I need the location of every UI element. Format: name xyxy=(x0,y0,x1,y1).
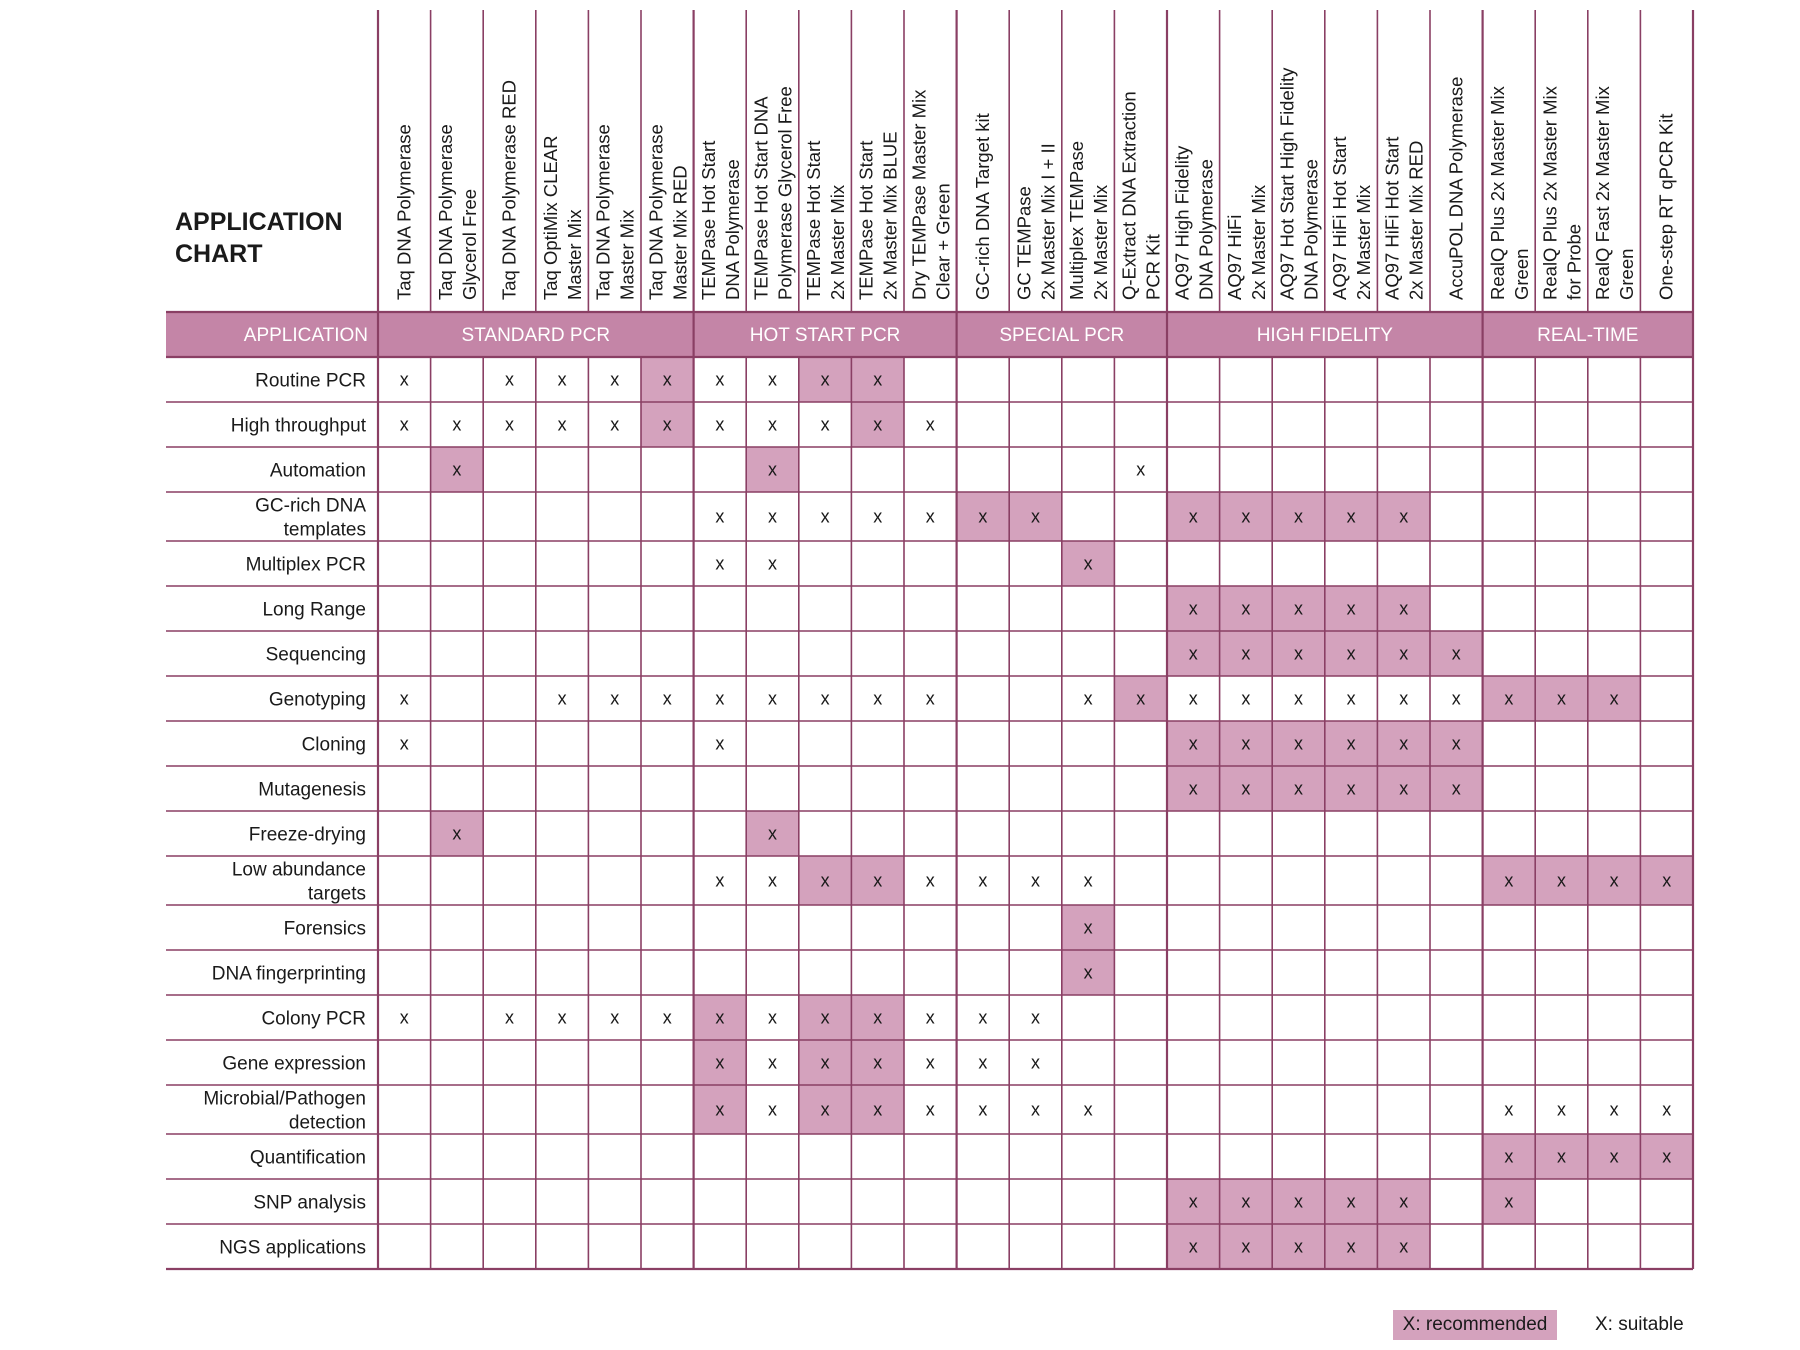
suitable-mark: x xyxy=(557,688,567,709)
suitable-mark: x xyxy=(1451,688,1461,709)
suitable-mark: x xyxy=(715,414,725,435)
recommended-mark: x xyxy=(1294,778,1303,799)
product-name: 2x Master Mix BLUE xyxy=(879,131,901,300)
product-name: AccuPOL DNA Polymerase xyxy=(1445,76,1467,300)
recommended-mark: x xyxy=(1188,778,1198,799)
recommended-mark: x xyxy=(1399,643,1409,664)
recommended-mark: x xyxy=(1504,1191,1514,1212)
suitable-mark: x xyxy=(1031,1099,1040,1120)
recommended-mark: x xyxy=(1031,506,1040,527)
application-label: targets xyxy=(307,883,366,905)
suitable-mark: x xyxy=(820,506,830,527)
recommended-mark: x xyxy=(1241,778,1251,799)
recommended-mark: x xyxy=(1294,733,1303,754)
recommended-mark: x xyxy=(820,1099,830,1120)
recommended-mark: x xyxy=(768,459,777,480)
recommended-mark: x xyxy=(1188,733,1198,754)
recommended-mark: x xyxy=(1188,506,1198,527)
suitable-mark: x xyxy=(505,414,514,435)
suitable-mark: x xyxy=(1188,688,1198,709)
suitable-mark: x xyxy=(820,414,830,435)
suitable-mark: x xyxy=(715,688,725,709)
product-name: GC TEMPase xyxy=(1013,186,1035,300)
application-label: Long Range xyxy=(262,599,366,621)
recommended-mark: x xyxy=(873,870,883,891)
product-name: Taq DNA Polymerase RED xyxy=(498,79,520,300)
recommended-mark: x xyxy=(1346,1236,1356,1257)
group-label: SPECIAL PCR xyxy=(999,325,1125,346)
suitable-mark: x xyxy=(715,506,725,527)
recommended-mark: x xyxy=(873,1007,883,1028)
recommended-mark: x xyxy=(1399,598,1409,619)
recommended-mark: x xyxy=(1504,870,1514,891)
recommended-mark: x xyxy=(1451,643,1461,664)
group-label: HOT START PCR xyxy=(749,325,901,346)
product-name: 2x Master Mix xyxy=(1353,184,1375,300)
suitable-mark: x xyxy=(399,414,409,435)
recommended-mark: x xyxy=(1346,643,1356,664)
suitable-mark: x xyxy=(1083,688,1093,709)
recommended-mark: x xyxy=(873,414,883,435)
recommended-mark: x xyxy=(1083,553,1093,574)
recommended-mark: x xyxy=(1294,1236,1303,1257)
application-label: SNP analysis xyxy=(253,1192,366,1214)
group-label: HIGH FIDELITY xyxy=(1256,325,1393,346)
suitable-mark: x xyxy=(610,369,620,390)
product-name: TEMPase Hot Start xyxy=(697,140,719,300)
suitable-mark: x xyxy=(1399,688,1409,709)
application-label: Multiplex PCR xyxy=(245,554,366,576)
suitable-mark: x xyxy=(452,414,462,435)
suitable-mark: x xyxy=(1083,870,1093,891)
product-name: GC-rich DNA Target kit xyxy=(971,113,993,300)
recommended-mark: x xyxy=(1346,598,1356,619)
suitable-mark: x xyxy=(768,1007,777,1028)
product-name: for Probe xyxy=(1563,223,1585,300)
suitable-mark: x xyxy=(610,688,620,709)
suitable-mark: x xyxy=(1609,1099,1619,1120)
suitable-mark: x xyxy=(715,553,725,574)
suitable-mark: x xyxy=(1031,870,1040,891)
suitable-mark: x xyxy=(925,1007,935,1028)
suitable-mark: x xyxy=(768,1052,777,1073)
product-name: 2x Master Mix xyxy=(827,184,849,300)
recommended-mark: x xyxy=(452,823,462,844)
product-name: Clear + Green xyxy=(932,183,954,300)
product-name: RealQ Plus 2x Master Mix xyxy=(1539,86,1561,300)
recommended-mark: x xyxy=(1346,1191,1356,1212)
recommended-mark: x xyxy=(1399,506,1409,527)
application-label: templates xyxy=(283,519,366,541)
legend-suitable: X: suitable xyxy=(1595,1314,1684,1335)
product-name: AQ97 Hot Start High Fidelity xyxy=(1276,67,1298,300)
recommended-mark: x xyxy=(1188,1191,1198,1212)
product-name: Dry TEMPase Master Mix xyxy=(908,89,930,300)
suitable-mark: x xyxy=(399,688,409,709)
product-name: 2x Master Mix xyxy=(1247,184,1269,300)
recommended-mark: x xyxy=(1346,733,1356,754)
product-name: Green xyxy=(1510,248,1532,300)
recommended-mark: x xyxy=(873,1099,883,1120)
suitable-mark: x xyxy=(925,870,935,891)
product-name: TEMPase Hot Start xyxy=(855,140,877,300)
product-name: Master Mix RED xyxy=(669,165,691,300)
recommended-mark: x xyxy=(715,1052,725,1073)
application-column-header: APPLICATION xyxy=(243,325,368,346)
suitable-mark: x xyxy=(925,1052,935,1073)
suitable-mark: x xyxy=(399,369,409,390)
suitable-mark: x xyxy=(925,1099,935,1120)
suitable-mark: x xyxy=(1504,1099,1514,1120)
suitable-mark: x xyxy=(399,1007,409,1028)
product-name: Master Mix xyxy=(564,209,586,300)
recommended-mark: x xyxy=(662,414,672,435)
application-label: Freeze-drying xyxy=(248,824,366,846)
suitable-mark: x xyxy=(505,369,514,390)
application-label: Gene expression xyxy=(222,1053,366,1075)
application-label: Routine PCR xyxy=(255,370,366,392)
recommended-mark: x xyxy=(662,369,672,390)
suitable-mark: x xyxy=(925,506,935,527)
suitable-mark: x xyxy=(399,733,409,754)
application-label: Forensics xyxy=(283,918,366,940)
recommended-mark: x xyxy=(1241,506,1251,527)
recommended-mark: x xyxy=(1451,733,1461,754)
recommended-mark: x xyxy=(1083,917,1093,938)
suitable-mark: x xyxy=(978,870,988,891)
legend-recommended: X: recommended xyxy=(1393,1310,1557,1340)
recommended-mark: x xyxy=(820,1052,830,1073)
product-name: DNA Polymerase xyxy=(721,159,743,300)
suitable-mark: x xyxy=(925,414,935,435)
recommended-mark: x xyxy=(1188,598,1198,619)
title-line-1: APPLICATION xyxy=(175,208,343,236)
product-name: AQ97 HiFi Hot Start xyxy=(1381,136,1403,300)
suitable-mark: x xyxy=(873,506,883,527)
product-name: PCR Kit xyxy=(1142,234,1164,300)
recommended-mark: x xyxy=(1399,1236,1409,1257)
recommended-mark: x xyxy=(715,1007,725,1028)
application-label: GC-rich DNA xyxy=(255,495,366,517)
suitable-mark: x xyxy=(557,1007,567,1028)
suitable-mark: x xyxy=(505,1007,514,1028)
recommended-mark: x xyxy=(1557,1146,1566,1167)
suitable-mark: x xyxy=(1031,1007,1040,1028)
suitable-mark: x xyxy=(557,414,567,435)
recommended-mark: x xyxy=(1188,1236,1198,1257)
recommended-mark: x xyxy=(1557,688,1566,709)
recommended-mark: x xyxy=(1294,598,1303,619)
recommended-mark: x xyxy=(1241,1191,1251,1212)
recommended-mark: x xyxy=(873,1052,883,1073)
suitable-mark: x xyxy=(715,870,725,891)
suitable-mark: x xyxy=(820,688,830,709)
application-label: Microbial/Pathogen xyxy=(203,1088,366,1110)
product-name: AQ97 HiFi xyxy=(1223,214,1245,300)
suitable-mark: x xyxy=(1083,1099,1093,1120)
application-label: Automation xyxy=(269,460,366,482)
recommended-mark: x xyxy=(1451,778,1461,799)
product-name: RealQ Fast 2x Master Mix xyxy=(1592,86,1614,300)
recommended-mark: x xyxy=(820,1007,830,1028)
suitable-mark: x xyxy=(1031,1052,1040,1073)
suitable-mark: x xyxy=(1557,1099,1566,1120)
recommended-mark: x xyxy=(1609,1146,1619,1167)
product-name: Q-Extract DNA Extraction xyxy=(1118,91,1140,300)
product-name: Green xyxy=(1616,248,1638,300)
suitable-mark: x xyxy=(768,1099,777,1120)
product-name: 2x Master Mix I + II xyxy=(1037,143,1059,300)
application-label: Colony PCR xyxy=(261,1008,366,1030)
product-name: AQ97 High Fidelity xyxy=(1171,145,1193,300)
recommended-mark: x xyxy=(1346,506,1356,527)
application-label: NGS applications xyxy=(219,1237,366,1259)
suitable-mark: x xyxy=(925,688,935,709)
title-line-2: CHART xyxy=(175,240,263,268)
recommended-mark: x xyxy=(1241,733,1251,754)
product-name: Taq DNA Polymerase xyxy=(645,124,667,300)
recommended-mark: x xyxy=(1136,688,1146,709)
recommended-mark: x xyxy=(1083,962,1093,983)
product-name: Glycerol Free xyxy=(458,188,480,300)
product-name: Master Mix xyxy=(616,209,638,300)
recommended-mark: x xyxy=(1188,643,1198,664)
product-name: RealQ Plus 2x Master Mix xyxy=(1486,86,1508,300)
product-name: Taq OptiMix CLEAR xyxy=(540,135,562,300)
suitable-mark: x xyxy=(610,414,620,435)
recommended-mark: x xyxy=(1294,643,1303,664)
application-label: Cloning xyxy=(301,734,366,756)
recommended-mark: x xyxy=(768,823,777,844)
suitable-mark: x xyxy=(715,733,725,754)
product-name: TEMPase Hot Start DNA xyxy=(750,96,772,300)
product-name: Polymerase Glycerol Free xyxy=(774,86,796,300)
group-label: REAL-TIME xyxy=(1537,325,1639,346)
application-header-band xyxy=(166,312,1693,357)
suitable-mark: x xyxy=(715,369,725,390)
product-name: Multiplex TEMPase xyxy=(1066,140,1088,300)
application-label: Low abundance xyxy=(231,859,366,881)
application-label: DNA fingerprinting xyxy=(211,963,366,985)
recommended-mark: x xyxy=(978,506,988,527)
recommended-mark: x xyxy=(1662,870,1672,891)
product-name: One-step RT qPCR Kit xyxy=(1655,113,1677,300)
suitable-mark: x xyxy=(768,414,777,435)
recommended-mark: x xyxy=(1399,778,1409,799)
product-name: DNA Polymerase xyxy=(1300,159,1322,300)
suitable-mark: x xyxy=(768,369,777,390)
recommended-mark: x xyxy=(1557,870,1566,891)
suitable-mark: x xyxy=(768,688,777,709)
suitable-mark: x xyxy=(978,1007,988,1028)
recommended-mark: x xyxy=(820,870,830,891)
product-name: Taq DNA Polymerase xyxy=(592,124,614,300)
recommended-mark: x xyxy=(1241,1236,1251,1257)
suitable-mark: x xyxy=(978,1052,988,1073)
recommended-mark: x xyxy=(1504,1146,1514,1167)
recommended-mark: x xyxy=(1609,870,1619,891)
recommended-mark: x xyxy=(452,459,462,480)
application-label: Genotyping xyxy=(268,689,366,711)
recommended-mark: x xyxy=(1294,1191,1303,1212)
recommended-mark: x xyxy=(1294,506,1303,527)
product-name: 2x Master Mix RED xyxy=(1405,140,1427,300)
suitable-mark: x xyxy=(662,1007,672,1028)
recommended-mark: x xyxy=(715,1099,725,1120)
suitable-mark: x xyxy=(768,553,777,574)
suitable-mark: x xyxy=(1346,688,1356,709)
recommended-mark: x xyxy=(1504,688,1514,709)
recommended-mark: x xyxy=(873,369,883,390)
suitable-mark: x xyxy=(662,688,672,709)
recommended-mark: x xyxy=(1399,1191,1409,1212)
recommended-mark: x xyxy=(1609,688,1619,709)
application-label: High throughput xyxy=(230,415,366,437)
suitable-mark: x xyxy=(978,1099,988,1120)
product-name: 2x Master Mix xyxy=(1090,184,1112,300)
application-label: Sequencing xyxy=(265,644,366,666)
group-label: STANDARD PCR xyxy=(461,325,611,346)
suitable-mark: x xyxy=(1241,688,1251,709)
suitable-mark: x xyxy=(610,1007,620,1028)
suitable-mark: x xyxy=(768,870,777,891)
suitable-mark: x xyxy=(557,369,567,390)
suitable-mark: x xyxy=(1136,459,1146,480)
recommended-mark: x xyxy=(820,369,830,390)
product-name: AQ97 HiFi Hot Start xyxy=(1329,136,1351,300)
application-label: detection xyxy=(288,1112,366,1134)
product-name: DNA Polymerase xyxy=(1195,159,1217,300)
suitable-mark: x xyxy=(768,506,777,527)
recommended-mark: x xyxy=(1662,1146,1672,1167)
recommended-mark: x xyxy=(1399,733,1409,754)
recommended-mark: x xyxy=(1241,643,1251,664)
suitable-mark: x xyxy=(1294,688,1303,709)
suitable-mark: x xyxy=(1662,1099,1672,1120)
suitable-mark: x xyxy=(873,688,883,709)
product-name: TEMPase Hot Start xyxy=(803,140,825,300)
application-label: Quantification xyxy=(249,1147,366,1169)
recommended-mark: x xyxy=(1241,598,1251,619)
product-name: Taq DNA Polymerase xyxy=(393,124,415,300)
application-label: Mutagenesis xyxy=(258,779,366,801)
product-name: Taq DNA Polymerase xyxy=(434,124,456,300)
recommended-mark: x xyxy=(1346,778,1356,799)
